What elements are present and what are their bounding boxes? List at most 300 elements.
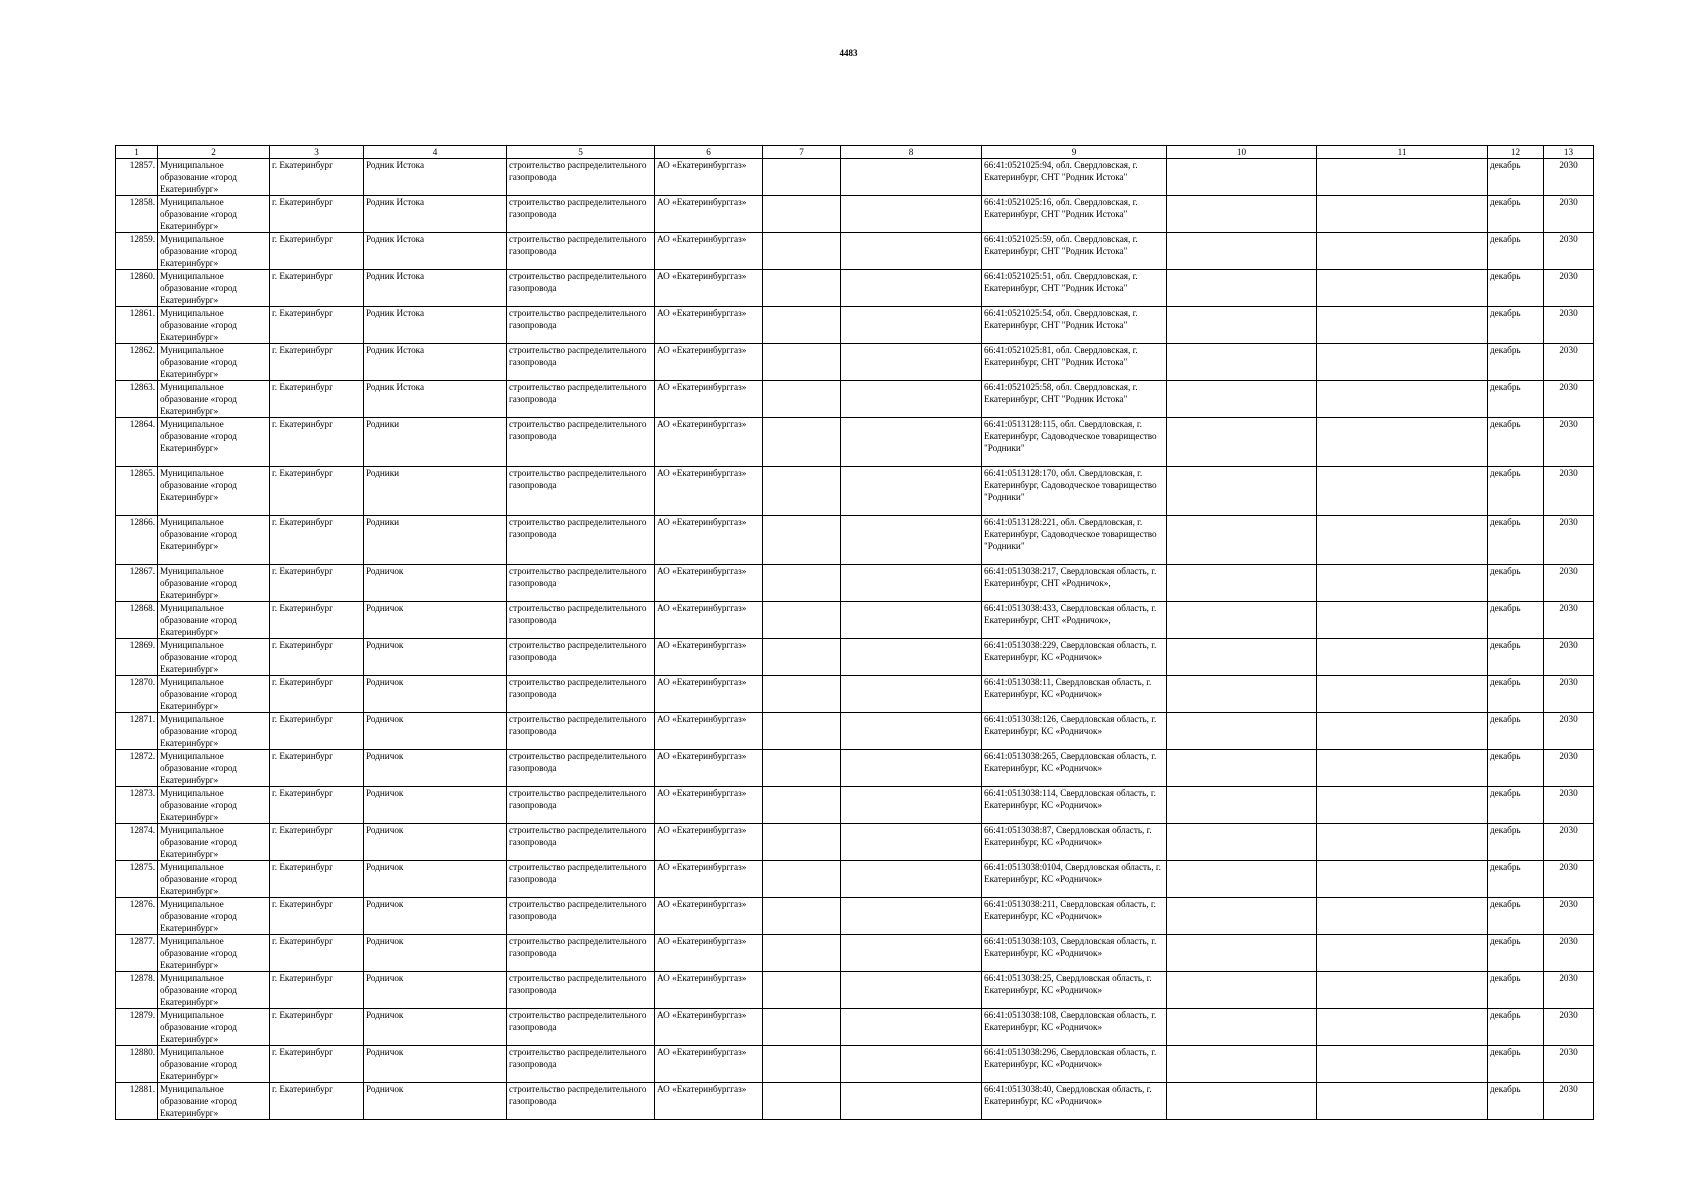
cell-cadastral-address: 66:41:0521025:58, обл. Свердловская, г. Екатеринбург, СНТ "Родник Истока" bbox=[982, 381, 1167, 418]
cell-locality: Родник Истока bbox=[364, 270, 507, 307]
cell-year: 2030 bbox=[1544, 467, 1594, 516]
cell-col-10 bbox=[1167, 233, 1317, 270]
cell-month: декабрь bbox=[1488, 1083, 1544, 1120]
cell-row-number: 12878. bbox=[116, 972, 158, 1009]
cell-locality: Родники bbox=[364, 467, 507, 516]
table-row bbox=[116, 381, 1594, 418]
cell-cadastral-address: 66:41:0513038:265, Свердловская область, г. Екатеринбург, КС «Родничок» bbox=[982, 750, 1167, 787]
cell-locality: Родник Истока bbox=[364, 196, 507, 233]
cell-col-7 bbox=[763, 676, 841, 713]
cell-locality: Родничок bbox=[364, 935, 507, 972]
cell-month: декабрь bbox=[1488, 972, 1544, 1009]
cell-organization: АО «Екатеринбурггаз» bbox=[655, 1083, 763, 1120]
cell-row-number: 12857. bbox=[116, 159, 158, 196]
cell-col-7 bbox=[763, 861, 841, 898]
cell-municipality: Муниципальное образование «город Екатеринбург» bbox=[158, 159, 270, 196]
cell-row-number: 12877. bbox=[116, 935, 158, 972]
cell-cadastral-address: 66:41:0513038:40, Свердловская область, г. Екатеринбург, КС «Родничок» bbox=[982, 1083, 1167, 1120]
cell-municipality: Муниципальное образование «город Екатеринбург» bbox=[158, 565, 270, 602]
cell-col-10 bbox=[1167, 1009, 1317, 1046]
cell-locality: Родничок bbox=[364, 602, 507, 639]
cell-year: 2030 bbox=[1544, 639, 1594, 676]
cell-work-type: строительство распределительного газопровода bbox=[507, 233, 655, 270]
cell-col-8 bbox=[841, 861, 982, 898]
cell-work-type: строительство распределительного газопровода bbox=[507, 750, 655, 787]
cell-col-8 bbox=[841, 233, 982, 270]
cell-col-7 bbox=[763, 344, 841, 381]
cell-work-type: строительство распределительного газопровода bbox=[507, 713, 655, 750]
cell-cadastral-address: 66:41:0521025:94, обл. Свердловская, г. Екатеринбург, СНТ "Родник Истока" bbox=[982, 159, 1167, 196]
cell-city: г. Екатеринбург bbox=[270, 898, 364, 935]
cell-locality: Родничок bbox=[364, 639, 507, 676]
cell-col-8 bbox=[841, 381, 982, 418]
cell-work-type: строительство распределительного газопровода bbox=[507, 1046, 655, 1083]
cell-col-7 bbox=[763, 1009, 841, 1046]
page-number: 4483 bbox=[839, 48, 858, 58]
cell-municipality: Муниципальное образование «город Екатеринбург» bbox=[158, 750, 270, 787]
cell-year: 2030 bbox=[1544, 196, 1594, 233]
cell-col-7 bbox=[763, 898, 841, 935]
cell-col-10 bbox=[1167, 1083, 1317, 1120]
cell-locality: Родничок bbox=[364, 1083, 507, 1120]
cell-work-type: строительство распределительного газопровода bbox=[507, 1009, 655, 1046]
cell-municipality: Муниципальное образование «город Екатеринбург» bbox=[158, 418, 270, 467]
cell-locality: Родничок bbox=[364, 1009, 507, 1046]
cell-col-7 bbox=[763, 467, 841, 516]
table-row bbox=[116, 787, 1594, 824]
cell-row-number: 12862. bbox=[116, 344, 158, 381]
cell-year: 2030 bbox=[1544, 1009, 1594, 1046]
cell-col-8 bbox=[841, 1083, 982, 1120]
cell-col-11 bbox=[1317, 972, 1488, 1009]
cell-work-type: строительство распределительного газопровода bbox=[507, 1083, 655, 1120]
cell-locality: Родничок bbox=[364, 750, 507, 787]
cell-col-8 bbox=[841, 602, 982, 639]
cell-city: г. Екатеринбург bbox=[270, 270, 364, 307]
cell-organization: АО «Екатеринбурггаз» bbox=[655, 861, 763, 898]
cell-col-10 bbox=[1167, 516, 1317, 565]
cell-municipality: Муниципальное образование «город Екатеринбург» bbox=[158, 1009, 270, 1046]
cell-organization: АО «Екатеринбурггаз» bbox=[655, 1046, 763, 1083]
column-header-9: 9 bbox=[982, 146, 1167, 159]
cell-col-8 bbox=[841, 344, 982, 381]
column-header-8: 8 bbox=[841, 146, 982, 159]
cell-col-7 bbox=[763, 639, 841, 676]
table-body bbox=[116, 159, 1594, 1120]
cell-col-8 bbox=[841, 516, 982, 565]
cell-month: декабрь bbox=[1488, 381, 1544, 418]
cell-col-7 bbox=[763, 1046, 841, 1083]
cell-col-8 bbox=[841, 1046, 982, 1083]
cell-month: декабрь bbox=[1488, 307, 1544, 344]
cell-month: декабрь bbox=[1488, 935, 1544, 972]
cell-work-type: строительство распределительного газопровода bbox=[507, 935, 655, 972]
cell-col-7 bbox=[763, 1083, 841, 1120]
cell-work-type: строительство распределительного газопровода bbox=[507, 787, 655, 824]
cell-col-11 bbox=[1317, 861, 1488, 898]
column-header-12: 12 bbox=[1488, 146, 1544, 159]
cell-col-10 bbox=[1167, 787, 1317, 824]
cell-cadastral-address: 66:41:0521025:51, обл. Свердловская, г. Екатеринбург, СНТ "Родник Истока" bbox=[982, 270, 1167, 307]
cell-row-number: 12859. bbox=[116, 233, 158, 270]
cell-municipality: Муниципальное образование «город Екатеринбург» bbox=[158, 935, 270, 972]
cell-col-10 bbox=[1167, 750, 1317, 787]
cell-col-7 bbox=[763, 196, 841, 233]
cell-work-type: строительство распределительного газопровода bbox=[507, 972, 655, 1009]
cell-row-number: 12858. bbox=[116, 196, 158, 233]
cell-city: г. Екатеринбург bbox=[270, 467, 364, 516]
cell-organization: АО «Екатеринбурггаз» bbox=[655, 344, 763, 381]
table-row bbox=[116, 898, 1594, 935]
cell-col-11 bbox=[1317, 467, 1488, 516]
cell-municipality: Муниципальное образование «город Екатеринбург» bbox=[158, 307, 270, 344]
cell-col-7 bbox=[763, 787, 841, 824]
cell-row-number: 12860. bbox=[116, 270, 158, 307]
cell-row-number: 12875. bbox=[116, 861, 158, 898]
cell-month: декабрь bbox=[1488, 467, 1544, 516]
cell-col-11 bbox=[1317, 898, 1488, 935]
cell-row-number: 12869. bbox=[116, 639, 158, 676]
cell-col-11 bbox=[1317, 159, 1488, 196]
cell-municipality: Муниципальное образование «город Екатеринбург» bbox=[158, 270, 270, 307]
cell-locality: Родничок bbox=[364, 1046, 507, 1083]
cell-col-11 bbox=[1317, 418, 1488, 467]
cell-row-number: 12864. bbox=[116, 418, 158, 467]
cell-municipality: Муниципальное образование «город Екатеринбург» bbox=[158, 824, 270, 861]
cell-year: 2030 bbox=[1544, 602, 1594, 639]
cell-year: 2030 bbox=[1544, 1083, 1594, 1120]
cell-month: декабрь bbox=[1488, 233, 1544, 270]
cell-cadastral-address: 66:41:0513128:170, обл. Свердловская, г. Екатеринбург, Садоводческое товарищество "Родники" bbox=[982, 467, 1167, 516]
cell-city: г. Екатеринбург bbox=[270, 196, 364, 233]
table-row bbox=[116, 824, 1594, 861]
table-row bbox=[116, 1083, 1594, 1120]
cell-municipality: Муниципальное образование «город Екатеринбург» bbox=[158, 516, 270, 565]
cell-organization: АО «Екатеринбурггаз» bbox=[655, 196, 763, 233]
cell-month: декабрь bbox=[1488, 861, 1544, 898]
cell-organization: АО «Екатеринбурггаз» bbox=[655, 159, 763, 196]
cell-city: г. Екатеринбург bbox=[270, 516, 364, 565]
cell-col-7 bbox=[763, 418, 841, 467]
cell-col-7 bbox=[763, 750, 841, 787]
cell-month: декабрь bbox=[1488, 196, 1544, 233]
header-row bbox=[116, 146, 1594, 159]
cell-col-8 bbox=[841, 639, 982, 676]
cell-locality: Родник Истока bbox=[364, 307, 507, 344]
table-row bbox=[116, 750, 1594, 787]
cell-city: г. Екатеринбург bbox=[270, 935, 364, 972]
cell-col-7 bbox=[763, 935, 841, 972]
cell-col-10 bbox=[1167, 307, 1317, 344]
cell-month: декабрь bbox=[1488, 713, 1544, 750]
cell-col-7 bbox=[763, 713, 841, 750]
cell-cadastral-address: 66:41:0513038:87, Свердловская область, г. Екатеринбург, КС «Родничок» bbox=[982, 824, 1167, 861]
cell-cadastral-address: 66:41:0513038:103, Свердловская область, г. Екатеринбург, КС «Родничок» bbox=[982, 935, 1167, 972]
column-header-1: 1 bbox=[116, 146, 158, 159]
table-row bbox=[116, 159, 1594, 196]
cell-col-10 bbox=[1167, 639, 1317, 676]
cell-month: декабрь bbox=[1488, 898, 1544, 935]
cell-col-10 bbox=[1167, 861, 1317, 898]
cell-col-7 bbox=[763, 307, 841, 344]
table-row bbox=[116, 713, 1594, 750]
cell-year: 2030 bbox=[1544, 344, 1594, 381]
cell-municipality: Муниципальное образование «город Екатеринбург» bbox=[158, 467, 270, 516]
cell-city: г. Екатеринбург bbox=[270, 1009, 364, 1046]
cell-municipality: Муниципальное образование «город Екатеринбург» bbox=[158, 972, 270, 1009]
cell-month: декабрь bbox=[1488, 565, 1544, 602]
cell-locality: Родники bbox=[364, 516, 507, 565]
cell-organization: АО «Екатеринбурггаз» bbox=[655, 270, 763, 307]
column-header-4: 4 bbox=[364, 146, 507, 159]
register-table bbox=[115, 145, 1594, 1120]
column-header-6: 6 bbox=[655, 146, 763, 159]
cell-city: г. Екатеринбург bbox=[270, 676, 364, 713]
table-row bbox=[116, 972, 1594, 1009]
cell-municipality: Муниципальное образование «город Екатеринбург» bbox=[158, 196, 270, 233]
cell-year: 2030 bbox=[1544, 898, 1594, 935]
cell-row-number: 12870. bbox=[116, 676, 158, 713]
cell-col-7 bbox=[763, 516, 841, 565]
cell-col-8 bbox=[841, 565, 982, 602]
table-row bbox=[116, 344, 1594, 381]
cell-year: 2030 bbox=[1544, 307, 1594, 344]
cell-month: декабрь bbox=[1488, 824, 1544, 861]
cell-col-10 bbox=[1167, 713, 1317, 750]
cell-work-type: строительство распределительного газопровода bbox=[507, 898, 655, 935]
cell-year: 2030 bbox=[1544, 972, 1594, 1009]
cell-year: 2030 bbox=[1544, 381, 1594, 418]
cell-city: г. Екатеринбург bbox=[270, 972, 364, 1009]
cell-col-11 bbox=[1317, 196, 1488, 233]
cell-organization: АО «Екатеринбурггаз» bbox=[655, 898, 763, 935]
cell-locality: Родник Истока bbox=[364, 159, 507, 196]
cell-col-8 bbox=[841, 972, 982, 1009]
cell-work-type: строительство распределительного газопровода bbox=[507, 861, 655, 898]
cell-city: г. Екатеринбург bbox=[270, 233, 364, 270]
cell-year: 2030 bbox=[1544, 1046, 1594, 1083]
table-row bbox=[116, 1009, 1594, 1046]
column-header-7: 7 bbox=[763, 146, 841, 159]
cell-col-8 bbox=[841, 824, 982, 861]
cell-locality: Родничок bbox=[364, 787, 507, 824]
cell-month: декабрь bbox=[1488, 639, 1544, 676]
cell-row-number: 12871. bbox=[116, 713, 158, 750]
cell-col-11 bbox=[1317, 935, 1488, 972]
cell-col-10 bbox=[1167, 676, 1317, 713]
cell-locality: Родник Истока bbox=[364, 233, 507, 270]
cell-city: г. Екатеринбург bbox=[270, 159, 364, 196]
cell-row-number: 12874. bbox=[116, 824, 158, 861]
cell-col-8 bbox=[841, 713, 982, 750]
cell-row-number: 12868. bbox=[116, 602, 158, 639]
cell-row-number: 12873. bbox=[116, 787, 158, 824]
cell-row-number: 12876. bbox=[116, 898, 158, 935]
cell-col-10 bbox=[1167, 602, 1317, 639]
cell-row-number: 12881. bbox=[116, 1083, 158, 1120]
cell-city: г. Екатеринбург bbox=[270, 1083, 364, 1120]
cell-work-type: строительство распределительного газопровода bbox=[507, 824, 655, 861]
cell-work-type: строительство распределительного газопровода bbox=[507, 602, 655, 639]
cell-col-7 bbox=[763, 270, 841, 307]
cell-work-type: строительство распределительного газопровода bbox=[507, 344, 655, 381]
cell-city: г. Екатеринбург bbox=[270, 344, 364, 381]
column-header-5: 5 bbox=[507, 146, 655, 159]
cell-col-10 bbox=[1167, 418, 1317, 467]
cell-municipality: Муниципальное образование «город Екатеринбург» bbox=[158, 344, 270, 381]
cell-col-11 bbox=[1317, 516, 1488, 565]
cell-cadastral-address: 66:41:0521025:59, обл. Свердловская, г. Екатеринбург, СНТ "Родник Истока" bbox=[982, 233, 1167, 270]
cell-col-11 bbox=[1317, 1009, 1488, 1046]
cell-col-7 bbox=[763, 824, 841, 861]
cell-cadastral-address: 66:41:0513038:0104, Свердловская область, г. Екатеринбург, КС «Родничок» bbox=[982, 861, 1167, 898]
table-row bbox=[116, 467, 1594, 516]
cell-col-7 bbox=[763, 565, 841, 602]
cell-city: г. Екатеринбург bbox=[270, 602, 364, 639]
cell-col-11 bbox=[1317, 639, 1488, 676]
cell-year: 2030 bbox=[1544, 565, 1594, 602]
cell-col-10 bbox=[1167, 1046, 1317, 1083]
cell-year: 2030 bbox=[1544, 233, 1594, 270]
cell-row-number: 12865. bbox=[116, 467, 158, 516]
cell-municipality: Муниципальное образование «город Екатеринбург» bbox=[158, 898, 270, 935]
cell-col-11 bbox=[1317, 565, 1488, 602]
cell-organization: АО «Екатеринбурггаз» bbox=[655, 824, 763, 861]
cell-locality: Родничок bbox=[364, 565, 507, 602]
cell-work-type: строительство распределительного газопровода bbox=[507, 381, 655, 418]
cell-municipality: Муниципальное образование «город Екатеринбург» bbox=[158, 676, 270, 713]
cell-organization: АО «Екатеринбурггаз» bbox=[655, 935, 763, 972]
cell-organization: АО «Екатеринбурггаз» bbox=[655, 467, 763, 516]
cell-cadastral-address: 66:41:0513038:296, Свердловская область, г. Екатеринбург, КС «Родничок» bbox=[982, 1046, 1167, 1083]
cell-col-11 bbox=[1317, 824, 1488, 861]
cell-col-8 bbox=[841, 787, 982, 824]
cell-organization: АО «Екатеринбурггаз» bbox=[655, 307, 763, 344]
cell-col-8 bbox=[841, 159, 982, 196]
column-header-11: 11 bbox=[1317, 146, 1488, 159]
cell-organization: АО «Екатеринбурггаз» bbox=[655, 972, 763, 1009]
cell-col-10 bbox=[1167, 344, 1317, 381]
cell-municipality: Муниципальное образование «город Екатеринбург» bbox=[158, 713, 270, 750]
cell-month: декабрь bbox=[1488, 418, 1544, 467]
cell-work-type: строительство распределительного газопровода bbox=[507, 196, 655, 233]
cell-cadastral-address: 66:41:0513038:108, Свердловская область, г. Екатеринбург, КС «Родничок» bbox=[982, 1009, 1167, 1046]
cell-locality: Родник Истока bbox=[364, 381, 507, 418]
table-row bbox=[116, 233, 1594, 270]
cell-row-number: 12861. bbox=[116, 307, 158, 344]
cell-city: г. Екатеринбург bbox=[270, 787, 364, 824]
cell-col-10 bbox=[1167, 270, 1317, 307]
cell-cadastral-address: 66:41:0513128:115, обл. Свердловская, г. Екатеринбург, Садоводческое товарищество "Родники" bbox=[982, 418, 1167, 467]
cell-locality: Родничок bbox=[364, 972, 507, 1009]
cell-col-11 bbox=[1317, 344, 1488, 381]
cell-organization: АО «Екатеринбурггаз» bbox=[655, 233, 763, 270]
table-row bbox=[116, 418, 1594, 467]
cell-col-10 bbox=[1167, 898, 1317, 935]
cell-col-11 bbox=[1317, 1046, 1488, 1083]
cell-year: 2030 bbox=[1544, 750, 1594, 787]
table-row bbox=[116, 676, 1594, 713]
cell-locality: Родничок bbox=[364, 824, 507, 861]
cell-municipality: Муниципальное образование «город Екатеринбург» bbox=[158, 1046, 270, 1083]
cell-city: г. Екатеринбург bbox=[270, 307, 364, 344]
cell-work-type: строительство распределительного газопровода bbox=[507, 516, 655, 565]
table-row bbox=[116, 516, 1594, 565]
cell-month: декабрь bbox=[1488, 270, 1544, 307]
cell-work-type: строительство распределительного газопровода bbox=[507, 270, 655, 307]
cell-year: 2030 bbox=[1544, 824, 1594, 861]
cell-col-10 bbox=[1167, 935, 1317, 972]
cell-col-8 bbox=[841, 467, 982, 516]
cell-cadastral-address: 66:41:0513038:25, Свердловская область, г. Екатеринбург, КС «Родничок» bbox=[982, 972, 1167, 1009]
cell-year: 2030 bbox=[1544, 713, 1594, 750]
cell-cadastral-address: 66:41:0513128:221, обл. Свердловская, г. Екатеринбург, Садоводческое товарищество "Родники" bbox=[982, 516, 1167, 565]
cell-cadastral-address: 66:41:0513038:126, Свердловская область, г. Екатеринбург, КС «Родничок» bbox=[982, 713, 1167, 750]
cell-cadastral-address: 66:41:0521025:54, обл. Свердловская, г. Екатеринбург, СНТ "Родник Истока" bbox=[982, 307, 1167, 344]
cell-row-number: 12863. bbox=[116, 381, 158, 418]
cell-row-number: 12879. bbox=[116, 1009, 158, 1046]
cell-col-11 bbox=[1317, 676, 1488, 713]
cell-year: 2030 bbox=[1544, 935, 1594, 972]
cell-col-11 bbox=[1317, 713, 1488, 750]
cell-year: 2030 bbox=[1544, 418, 1594, 467]
cell-row-number: 12880. bbox=[116, 1046, 158, 1083]
table-row bbox=[116, 602, 1594, 639]
cell-year: 2030 bbox=[1544, 787, 1594, 824]
cell-row-number: 12872. bbox=[116, 750, 158, 787]
cell-col-11 bbox=[1317, 750, 1488, 787]
cell-col-7 bbox=[763, 159, 841, 196]
cell-col-8 bbox=[841, 307, 982, 344]
cell-locality: Родничок bbox=[364, 713, 507, 750]
cell-col-11 bbox=[1317, 1083, 1488, 1120]
cell-col-7 bbox=[763, 381, 841, 418]
column-header-3: 3 bbox=[270, 146, 364, 159]
table-row bbox=[116, 1046, 1594, 1083]
cell-year: 2030 bbox=[1544, 159, 1594, 196]
cell-organization: АО «Екатеринбурггаз» bbox=[655, 713, 763, 750]
cell-city: г. Екатеринбург bbox=[270, 824, 364, 861]
cell-month: декабрь bbox=[1488, 750, 1544, 787]
cell-city: г. Екатеринбург bbox=[270, 639, 364, 676]
cell-col-8 bbox=[841, 935, 982, 972]
cell-col-8 bbox=[841, 898, 982, 935]
cell-cadastral-address: 66:41:0513038:229, Свердловская область, г. Екатеринбург, КС «Родничок» bbox=[982, 639, 1167, 676]
cell-work-type: строительство распределительного газопровода bbox=[507, 159, 655, 196]
table-row bbox=[116, 639, 1594, 676]
cell-organization: АО «Екатеринбурггаз» bbox=[655, 750, 763, 787]
cell-city: г. Екатеринбург bbox=[270, 381, 364, 418]
cell-col-11 bbox=[1317, 602, 1488, 639]
cell-municipality: Муниципальное образование «город Екатеринбург» bbox=[158, 861, 270, 898]
cell-col-10 bbox=[1167, 381, 1317, 418]
cell-cadastral-address: 66:41:0513038:433, Свердловская область, г. Екатеринбург, СНТ «Родничок», bbox=[982, 602, 1167, 639]
cell-locality: Родничок bbox=[364, 861, 507, 898]
cell-col-7 bbox=[763, 233, 841, 270]
cell-municipality: Муниципальное образование «город Екатеринбург» bbox=[158, 1083, 270, 1120]
cell-organization: АО «Екатеринбурггаз» bbox=[655, 381, 763, 418]
cell-month: декабрь bbox=[1488, 516, 1544, 565]
cell-city: г. Екатеринбург bbox=[270, 418, 364, 467]
cell-col-11 bbox=[1317, 307, 1488, 344]
cell-municipality: Муниципальное образование «город Екатеринбург» bbox=[158, 639, 270, 676]
cell-month: декабрь bbox=[1488, 676, 1544, 713]
cell-col-11 bbox=[1317, 381, 1488, 418]
cell-municipality: Муниципальное образование «город Екатеринбург» bbox=[158, 233, 270, 270]
cell-col-8 bbox=[841, 1009, 982, 1046]
cell-month: декабрь bbox=[1488, 1009, 1544, 1046]
cell-col-8 bbox=[841, 418, 982, 467]
